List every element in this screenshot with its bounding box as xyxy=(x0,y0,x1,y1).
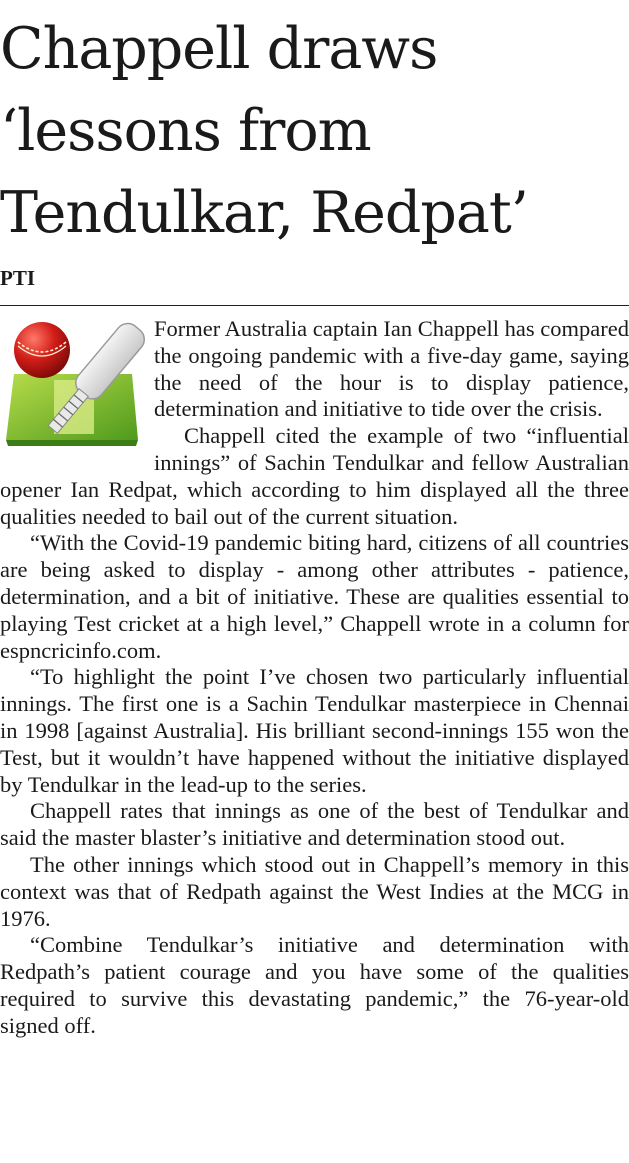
article-body xyxy=(0,316,629,1040)
headline-line-1: Chappell draws xyxy=(0,16,438,82)
paragraph: “Combine Tendulkar’s initiative and determination with Redpath’s patient courage and you have some of the qualities required to survive this devastating pandemic,” the 76-year-old signed off. xyxy=(0,932,629,1038)
headline-line-3: Tendulkar, Redpat’ xyxy=(0,180,528,246)
headline-line-2: ‘lessons from xyxy=(0,98,371,164)
paragraph: Chappell rates that innings as one of the best of Tendulkar and said the master blaster’s initiative and determination stood out. xyxy=(0,798,629,851)
divider xyxy=(0,305,629,306)
paragraph: Chappell cited the example of two “influential innings” of Sachin Tendulkar and fellow Australian opener Ian Redpat, which according to him displayed all the three qualities needed to bail out of the current situation. xyxy=(0,423,629,529)
paragraph: Former Australia captain Ian Chappell has compared the ongoing pandemic with a five-day game, saying the need of the hour is to display patience, determination and initiative to tide over the crisis. xyxy=(154,316,629,422)
headline xyxy=(0,8,629,254)
byline: PTI xyxy=(0,266,36,290)
paragraph: “With the Covid-19 pandemic biting hard, citizens of all countries are being asked to display - among other attributes - patience, determination, and a bit of initiative. These are qualities essential to playing Test cricket at a high level,” Chappell wrote in a column for espncricinfo.com. xyxy=(0,530,629,663)
paragraph: The other innings which stood out in Chappell’s memory in this context was that of Redpath against the West Indies at the MCG in 1976. xyxy=(0,851,629,931)
cricket-ball-and-bat-icon xyxy=(0,316,146,450)
paragraph: “To highlight the point I’ve chosen two particularly influential innings. The first one is a Sachin Tendulkar masterpiece in Chennai in 1998 [against Australia]. His brilliant second-innings 155 won the Test, but it wouldn’t have happened without the initiative displayed by Tendulkar in the lead-up to the series. xyxy=(0,664,629,797)
